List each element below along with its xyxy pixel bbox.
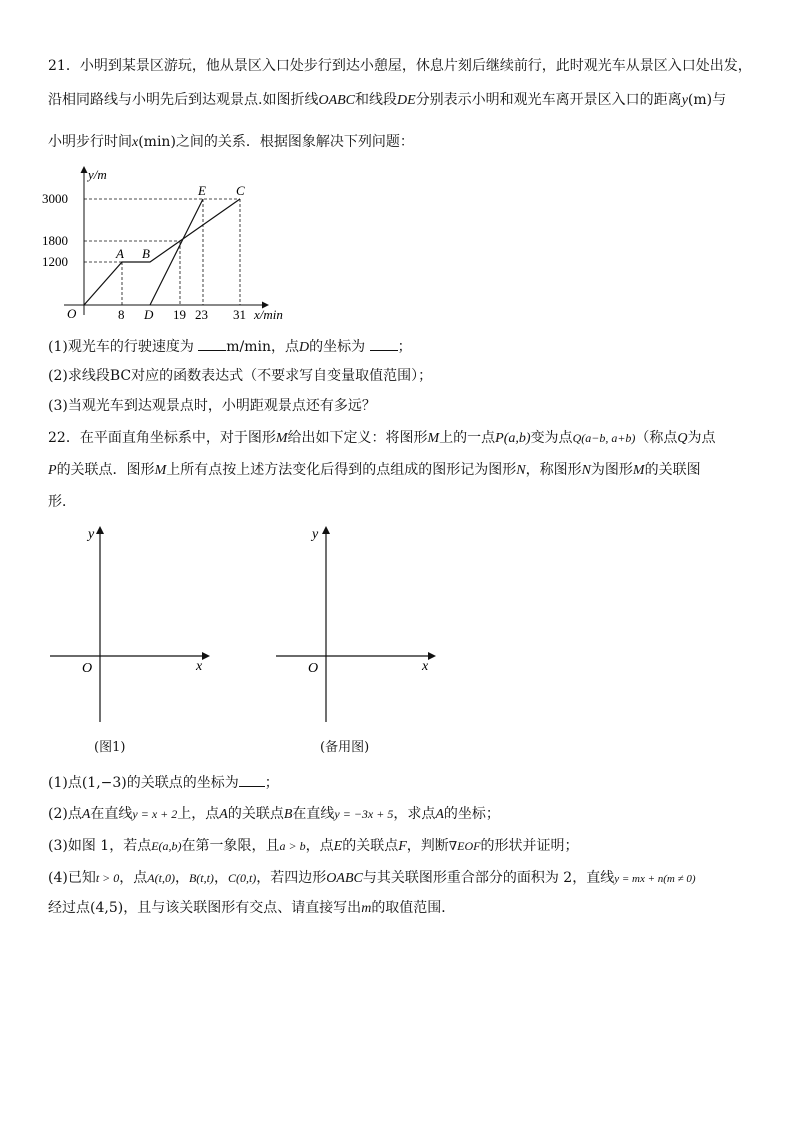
fig1-caption: (图1) bbox=[94, 740, 126, 755]
q22-line3: 形． bbox=[48, 494, 76, 510]
point-e: E bbox=[198, 183, 206, 198]
point-c: C bbox=[236, 183, 245, 198]
q22-sub3: (3)如图 1，若点E(a,b)在第一象限，且a > b，点E的关联点F，判断∇EOF的形状并证明； bbox=[48, 838, 579, 854]
ytick-1200: 1200 bbox=[42, 254, 68, 269]
xtick-19: 19 bbox=[173, 307, 186, 322]
q21-sub1: (1)观光车的行驶速度为 m/min，点D的坐标为 ； bbox=[48, 336, 412, 358]
fig1-x-label: x bbox=[196, 659, 203, 674]
xtick-31: 31 bbox=[233, 307, 246, 322]
q21-distance-time-graph bbox=[40, 165, 310, 325]
q21-line1: 21．小明到某景区游玩，他从景区入口处步行到达小憩屋，休息片刻后继续前行，此时观光车从景区入口处出发， bbox=[48, 58, 752, 74]
fig2-caption: (备用图) bbox=[320, 740, 370, 755]
fig2-y-label: y bbox=[312, 527, 319, 542]
q22-spare-figure-axes bbox=[270, 522, 440, 732]
graph-ylabel: y/m bbox=[88, 167, 107, 182]
q22-line2: P的关联点．图形M上所有点按上述方法变化后得到的点组成的图形记为图形N，称图形N为图形M的关联图 bbox=[48, 462, 701, 478]
q21-sub3: (3)当观光车到达观景点时，小明距观景点还有多远？ bbox=[48, 398, 376, 414]
fig1-y-label: y bbox=[88, 527, 95, 542]
q22-sub4-line1: (4)已知t > 0，点A(t,0)，B(t,t)，C(0,t)，若四边形OABC与其关联图形重合部分的面积为 2，直线y = mx + n(m ≠ 0) bbox=[48, 870, 696, 886]
q21-sub2: (2)求线段BC对应的函数表达式（不要求写自变量取值范围）； bbox=[48, 368, 433, 384]
q22-sub4-line2: 经过点(4,5)，且与该关联图形有交点、请直接写出m的取值范围． bbox=[48, 900, 456, 916]
q21-line2: 沿相同路线与小明先后到达观景点.如图折线OABC和线段DE分别表示小明和观光车离开景区入口的距离y(m)与 bbox=[48, 92, 727, 108]
xtick-8: 8 bbox=[118, 307, 125, 322]
q22-line1: 22．在平面直角坐标系中，对于图形M给出如下定义：将图形M上的一点P(a,b)变为点Q(a−b, a+b)（称点Q为点 bbox=[48, 430, 716, 446]
fig1-origin: O bbox=[82, 661, 93, 676]
fig2-origin: O bbox=[308, 661, 319, 676]
q22-figure1-axes bbox=[44, 522, 214, 732]
graph-origin: O bbox=[67, 306, 77, 321]
q22-sub2: (2)点A在直线y = x + 2上，点A的关联点B在直线y = −3x + 5，求点A的坐标； bbox=[48, 806, 500, 822]
ytick-1800: 1800 bbox=[42, 233, 68, 248]
ytick-3000: 3000 bbox=[42, 191, 68, 206]
graph-xlabel: x/min bbox=[254, 307, 283, 322]
segment-de bbox=[150, 199, 203, 305]
q22-sub1: (1)点(1,−3)的关联点的坐标为 ； bbox=[48, 772, 279, 793]
xtick-d: D bbox=[144, 307, 154, 322]
point-b: B bbox=[142, 246, 150, 261]
xtick-23: 23 bbox=[195, 307, 208, 322]
polyline-oabc bbox=[84, 199, 240, 305]
fig2-x-label: x bbox=[422, 659, 429, 674]
q21-line3: 小明步行时间x(min)之间的关系．根据图象解决下列问题： bbox=[48, 134, 414, 150]
point-a: A bbox=[116, 246, 124, 261]
